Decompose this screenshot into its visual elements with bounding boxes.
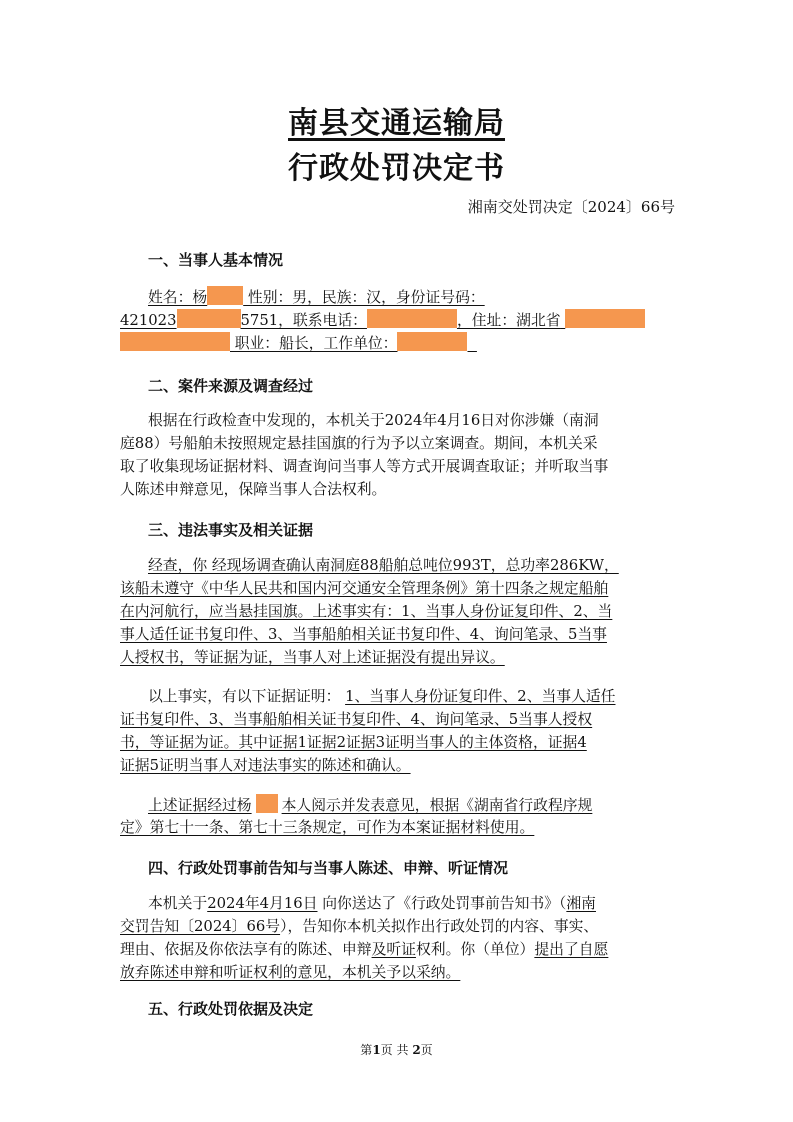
sec4-text-c: ），告知你本机关拟作出行政处罚的内容、事实、 [280, 918, 599, 935]
redaction-block [367, 309, 457, 328]
redaction-block [120, 332, 230, 351]
doc-title-line1: 南县交通运输局 [288, 106, 505, 141]
redaction-block [177, 309, 241, 328]
sec3-p1-line-5: 人授权书，等证据为证，当事人对上述证据没有提出异议。 [120, 649, 505, 666]
party-info-line-3 [120, 332, 477, 355]
phone-label: 5751，联系电话： [240, 312, 367, 329]
sec3-p2-line-4: 证据5证明当事人对违法事实的陈述和确认。 [120, 757, 411, 774]
sec3-p2-line-1 [148, 686, 615, 708]
doc-title-line2: 行政处罚决定书 [288, 151, 505, 186]
sec3-p1-line-4: 事人适任证书复印件、3、当事船舶相关证书复印件、4、询问笔录、5当事 [120, 626, 607, 643]
address-label: ，住址：湖北省 [456, 312, 561, 329]
section-heading-2: 二、案件来源及调查经过 [148, 377, 314, 395]
sec3-p3-line-2: 定》第七十一条、第七十三条规定，可作为本案证据材料使用。 [120, 819, 535, 836]
redaction-block [207, 286, 243, 305]
sec4-waiver-a: 提出了自愿 [534, 941, 609, 958]
party-info-line-1 [148, 286, 485, 309]
sec4-line-3 [120, 939, 608, 961]
sec4-text-b: 向你送达了《行政处罚事前告知书》（ [317, 895, 567, 912]
redaction-block [397, 332, 467, 351]
sec3-p1-line-3: 在内河航行，应当悬挂国旗。上述事实有：1、当事人身份证复印件、2、当 [120, 603, 613, 620]
sec4-text-a: 本机关于 [148, 895, 208, 912]
sec3-p2-line-2: 证书复印件、3、当事船舶相关证书复印件、4、询问笔录、5当事人授权 [120, 711, 593, 728]
footer-pre: 第 [360, 1043, 373, 1057]
footer-post: 页 [420, 1043, 433, 1057]
sec4-notice-no-a: 湘南 [566, 895, 596, 912]
doc-number: 湘南交处罚决定〔2024〕66号 [467, 198, 675, 216]
party-info-line-2 [120, 309, 645, 332]
sec4-line-4: 放弃陈述申辩和听证权利的意见，本机关予以采纳。 [120, 964, 461, 981]
redaction-block [256, 794, 278, 813]
sec3-p2-evidence: 1、当事人身份证复印件、2、当事人适任 [345, 688, 616, 705]
sec3-p1-line-2: 该船未遵守《中华人民共和国内河交通安全管理条例》第十四条之规定船舶 [120, 580, 609, 597]
sec4-text-e: 权利。你（单位） [415, 941, 535, 958]
sec4-line-2 [120, 916, 598, 938]
occupation-label: 职业：船长，工作单位： [230, 335, 398, 352]
redaction-block [565, 309, 645, 328]
sec2-line-4: 人陈述申辩意见，保障当事人合法权利。 [120, 481, 387, 498]
sec3-p3-line-1 [148, 794, 592, 817]
sec3-p1-line-1: 经查，你 经现场调查确认南洞庭88船舶总吨位993T，总功率286KW， [148, 557, 619, 574]
id-prefix: 421023 [120, 312, 177, 329]
total-pages: 2 [412, 1043, 421, 1057]
sec3-p3-text-a: 上述证据经过杨 [148, 797, 252, 814]
page-footer [0, 1041, 793, 1058]
current-page: 1 [372, 1043, 381, 1057]
section-heading-4: 四、行政处罚事前告知与当事人陈述、申辩、听证情况 [148, 859, 509, 877]
sec2-line-3: 取了收集现场证据材料、调查询问当事人等方式开展调查取证；并听取当事 [120, 458, 609, 475]
sec4-notice-no-b: 交罚告知〔2024〕66号 [120, 918, 281, 935]
section-heading-3: 三、违法事实及相关证据 [148, 521, 314, 539]
footer-mid: 页 共 [380, 1043, 413, 1057]
sec4-line-1 [148, 893, 596, 915]
sec2-line-1: 根据在行政检查中发现的，本机关于2024年4月16日对你涉嫌（南洞 [148, 412, 599, 429]
section-heading-5: 五、行政处罚依据及决定 [148, 1000, 314, 1018]
sec3-p2-intro: 以上事实，有以下证据证明： [148, 688, 341, 705]
sec3-p3-text-b: 本人阅示并发表意见，根据《湖南省行政程序规 [281, 797, 593, 814]
party-name-label: 姓名：杨 [148, 289, 208, 306]
sec4-hearing: 及听证 [371, 941, 416, 958]
party-gender-label: 性别：男，民族：汉，身份证号码： [243, 289, 485, 306]
sec4-date: 2024年4月16日 [207, 895, 318, 912]
sec3-p2-line-3: 书，等证据为证。其中证据1证据2证据3证明当事人的主体资格，证据4 [120, 734, 587, 751]
section-heading-1: 一、当事人基本情况 [148, 251, 284, 269]
sec4-text-d: 理由、依据及你依法享有的陈述、申辩 [120, 941, 372, 958]
sec2-line-2: 庭88）号船舶未按照规定悬挂国旗的行为予以立案调查。期间，本机关采 [120, 435, 598, 452]
